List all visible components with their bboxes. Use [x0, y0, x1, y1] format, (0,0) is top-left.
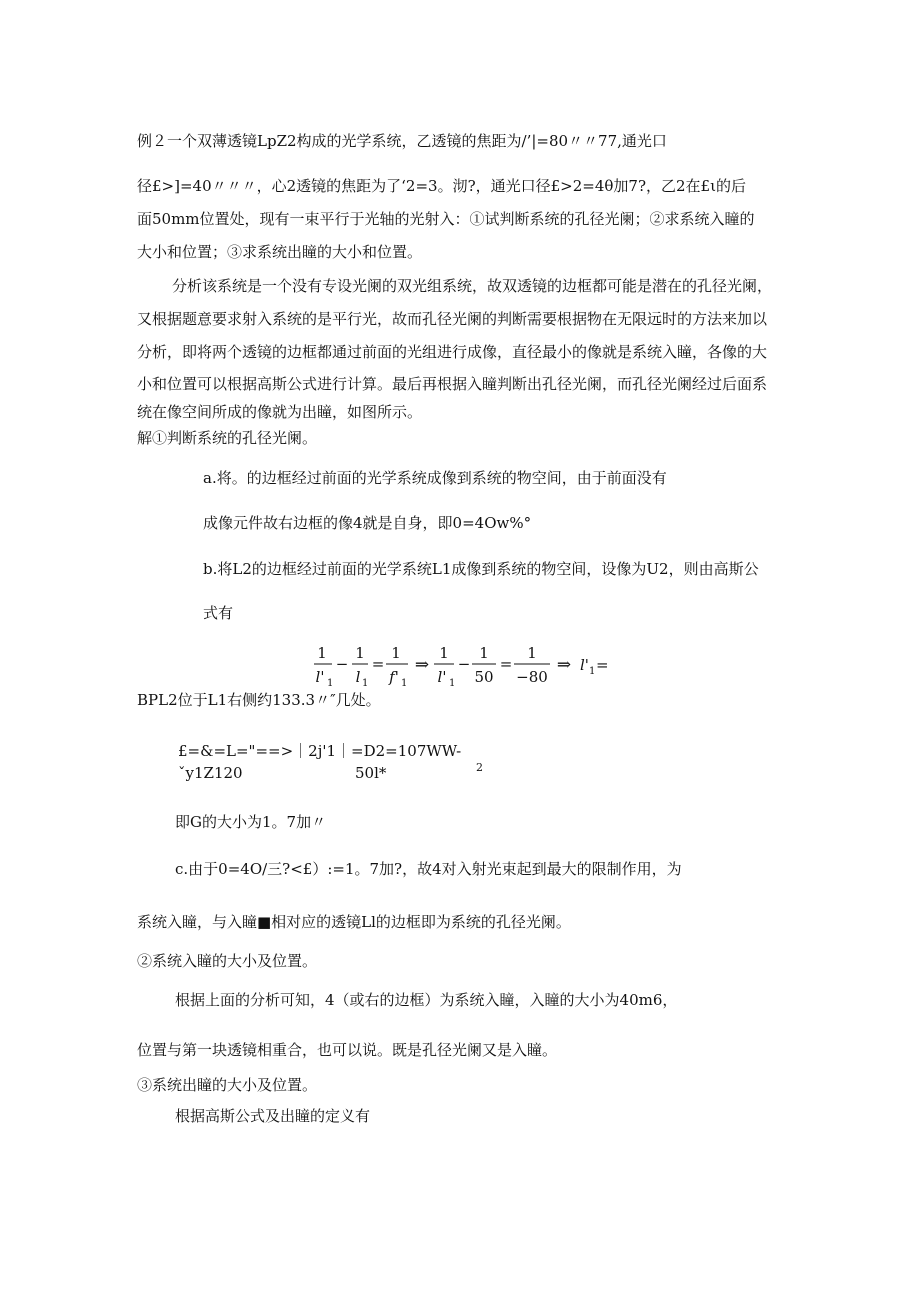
frac1-num: 1	[317, 644, 327, 662]
implies-2: ⇒	[556, 655, 572, 675]
step-a-line-2: 成像元件故右边框的像4就是自身，即0=4Ow%°	[203, 514, 532, 532]
section-3-heading: ③系统出瞳的大小及位置。	[137, 1076, 318, 1094]
section-2-line-1: 根据上面的分析可知，4（或右的边框）为系统入瞳，入瞳的大小为40m6，	[175, 991, 678, 1009]
frac2-den-sub: 1	[362, 678, 369, 689]
problem-line-1: 例２一个双薄透镜LpZ2构成的光学系统，乙透镜的焦距为/’|=80〃〃77,通光口	[137, 132, 667, 150]
equation-line-2b: 50l*	[355, 764, 387, 782]
equation-superscript: 2	[476, 761, 483, 774]
problem-line-2: 径£>]=40〃〃〃，心2透镜的焦距为了‘2=3。沏?，通光口径£>2=4θ加7?，乙2在£ι的后	[137, 177, 746, 195]
frac2-num: 1	[355, 644, 365, 662]
frac2-den: l	[355, 668, 361, 686]
equals-3: =	[596, 656, 609, 674]
result-l-sub: 1	[589, 666, 596, 677]
bp-line: BPL2位于L1右侧约133.3〃″几处。	[137, 691, 381, 709]
section-3-line: 根据高斯公式及出瞳的定义有	[175, 1107, 371, 1125]
step-b-line-2: 式有	[203, 604, 234, 622]
gauss-formula	[312, 640, 612, 690]
analysis-line-1: 分析该系统是一个没有专设光阑的双光组系统，故双透镜的边框都可能是潜在的孔径光阑，	[172, 277, 773, 295]
frac4-num: 1	[439, 644, 449, 662]
frac3-den: f'	[389, 668, 399, 686]
minus-2: −	[457, 655, 471, 673]
step-c-line-2: 系统入瞳，与入瞳■相对应的透镜Ll的边框即为系统的孔径光阑。	[137, 913, 571, 931]
frac4-den: l'	[437, 668, 447, 686]
section-2-line-2: 位置与第一块透镜相重合，也可以说。既是孔径光阑又是入瞳。	[137, 1041, 558, 1059]
frac3-num: 1	[391, 644, 401, 662]
step-a-line-1: a.将。的边框经过前面的光学系统成像到系统的物空间，由于前面没有	[203, 469, 667, 487]
solution-heading: 解①判断系统的孔径光阑。	[137, 429, 318, 447]
problem-line-4: 大小和位置；③求系统出瞳的大小和位置。	[137, 243, 423, 261]
frac6-num: 1	[527, 644, 537, 662]
equation-line-2: ˇy1Z120	[178, 764, 243, 782]
frac5-num: 1	[479, 644, 489, 662]
frac4-den-sub: 1	[449, 678, 456, 689]
step-c-line-1: c.由于0=4O∕三?<£）:=1。7加?，故4对入射光束起到最大的限制作用，为	[175, 860, 682, 878]
equals-1: =	[371, 655, 385, 673]
g-size-line: 即G的大小为1。7加〃	[175, 813, 327, 831]
result-l: l'	[580, 656, 589, 674]
frac6-den: −80	[516, 668, 548, 686]
analysis-line-4: 小和位置可以根据高斯公式进行计算。最后再根据入瞳判断出孔径光阑，而孔径光阑经过后面系	[137, 375, 768, 393]
implies-1: ⇒	[414, 655, 430, 675]
frac3-den-sub: 1	[401, 678, 408, 689]
equals-2: =	[499, 655, 513, 673]
analysis-line-5: 统在像空间所成的像就为出瞳，如图所示。	[137, 403, 423, 421]
problem-line-3: 面50mm位置处，现有一束平行于光轴的光射入：①试判断系统的孔径光阑；②求系统入瞳的	[137, 210, 755, 228]
equation-line-1: £=&=L="==>｜2j'1｜=D2=107WW-	[178, 742, 462, 760]
frac1-den: l'	[315, 668, 325, 686]
step-b-line-1: b.将L2的边框经过前面的光学系统L1成像到系统的物空间，设像为U2，则由高斯公	[203, 560, 759, 578]
section-2-heading: ②系统入瞳的大小及位置。	[137, 952, 318, 970]
frac5-den: 50	[474, 668, 494, 686]
minus-1: −	[335, 655, 349, 673]
analysis-line-2: 又根据题意要求射入系统的是平行光，故而孔径光阑的判断需要根据物在无限远时的方法来加以	[137, 310, 768, 328]
frac1-den-sub: 1	[327, 678, 334, 689]
analysis-line-3: 分析，即将两个透镜的边框都通过前面的光组进行成像，直径最小的像就是系统入瞳，各像的大	[137, 343, 768, 361]
